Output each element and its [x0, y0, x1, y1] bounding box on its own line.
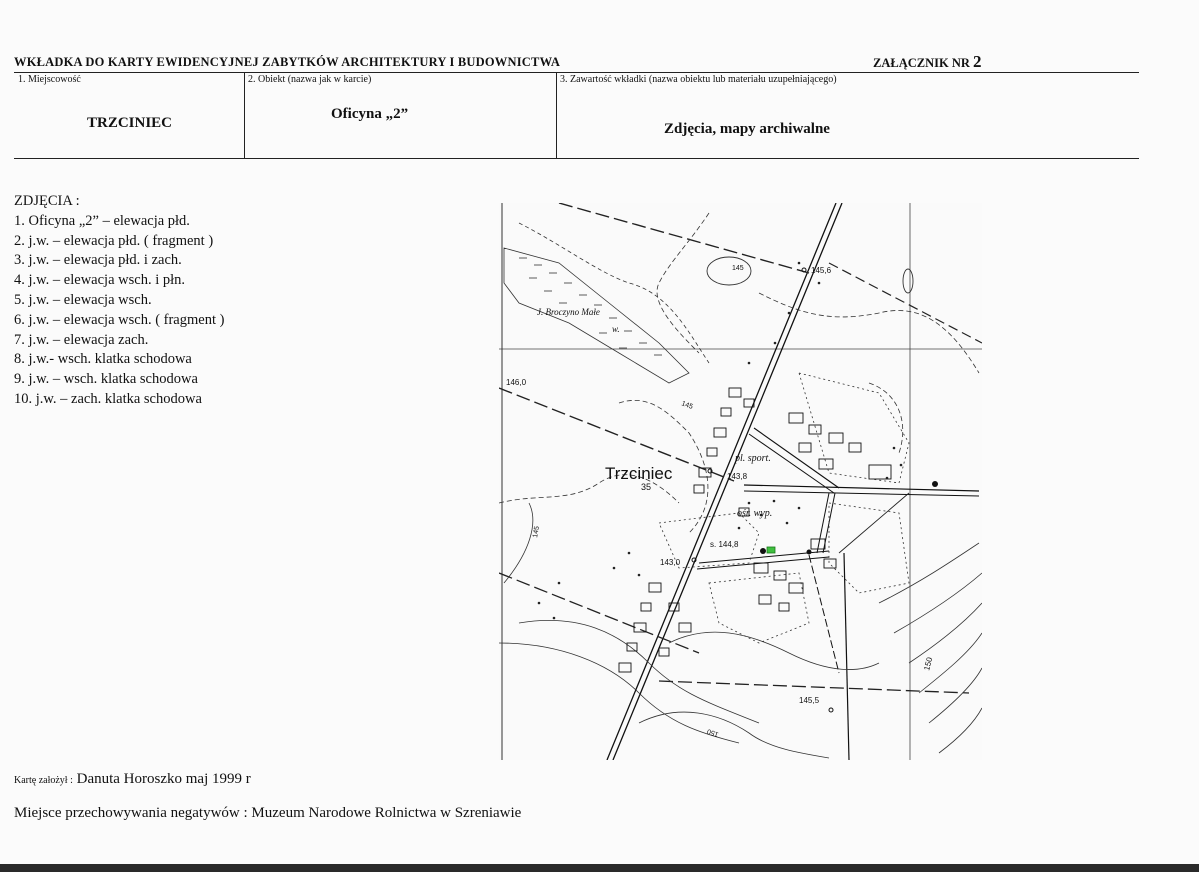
- annex-label: [873, 52, 982, 72]
- object-value: Oficyna „2”: [331, 106, 409, 122]
- topographic-map-drawing: [499, 203, 982, 760]
- header-bottom-rule: [14, 158, 1139, 159]
- author-line: [14, 771, 251, 788]
- form-title: WKŁADKA DO KARTY EWIDENCYJNEJ ZABYTKÓW ARCHITEKTURY I BUDOWNICTWA: [14, 55, 561, 69]
- elevation-label: 143,0: [660, 558, 681, 567]
- archival-map: [499, 203, 982, 760]
- elevation-label: 143,8: [727, 472, 748, 481]
- lake-label: J. Broczyno Małe: [537, 307, 600, 317]
- contour-label: 145: [532, 525, 541, 539]
- contour-label: 150: [922, 656, 935, 672]
- author-label: Kartę założył :: [14, 775, 73, 786]
- photo-item: 8. j.w.- wsch. klatka schodowa: [14, 351, 192, 368]
- photo-item: 1. Oficyna „2” – elewacja płd.: [14, 212, 190, 229]
- content-label: 3. Zawartość wkładki (nazwa obiektu lub materiału uzupełniającego): [560, 74, 837, 85]
- photo-item: 9. j.w. – wsch. klatka schodowa: [14, 371, 198, 388]
- photo-list-title: ZDJĘCIA :: [14, 193, 80, 209]
- locality-value: TRZCINIEC: [87, 115, 173, 131]
- header-top-rule: [14, 72, 1139, 73]
- author-value: Danuta Horoszko maj 1999 r: [76, 771, 251, 787]
- contour-label: 145: [680, 400, 694, 411]
- photo-item: 6. j.w. – elewacja wsch. ( fragment ): [14, 311, 225, 328]
- marsh-label: w.: [612, 324, 620, 334]
- village-number: 35: [641, 482, 652, 492]
- negatives-storage: Miejsce przechowywania negatywów : Muzeum Narodowe Rolnictwa w Szreniawie: [14, 805, 522, 821]
- photo-item: 5. j.w. – elewacja wsch.: [14, 291, 152, 308]
- annex-number: 2: [973, 52, 982, 71]
- contour-label: 150: [706, 727, 720, 738]
- photo-list: [14, 192, 224, 410]
- elevation-label: 145,6: [811, 266, 832, 275]
- village-label: Trzciniec: [605, 464, 673, 483]
- photo-item: 4. j.w. – elewacja wsch. i płn.: [14, 272, 185, 289]
- photo-item: 2. j.w. – elewacja płd. ( fragment ): [14, 232, 214, 249]
- photo-item: 3. j.w. – elewacja płd. i zach.: [14, 252, 182, 269]
- elevation-label: s. 144,8: [710, 540, 739, 549]
- locality-label: 1. Miejscowość: [18, 74, 81, 85]
- column-divider-1: [244, 72, 245, 158]
- photo-item: 10. j.w. – zach. klatka schodowa: [14, 390, 202, 407]
- recreation-label: ośr. wyp.: [737, 508, 773, 519]
- photo-items: [14, 212, 224, 410]
- annex-text: ZAŁĄCZNIK NR: [873, 56, 970, 70]
- elevation-label: 145,5: [799, 696, 820, 705]
- photo-item: 7. j.w. – elewacja zach.: [14, 331, 149, 348]
- column-divider-2: [556, 72, 557, 158]
- object-label: 2. Obiekt (nazwa jak w karcie): [248, 74, 372, 85]
- elevation-label: 146,0: [506, 378, 527, 387]
- scan-edge: [0, 864, 1199, 872]
- svg-text:145: 145: [732, 265, 744, 272]
- content-value: Zdjęcia, mapy archiwalne: [664, 121, 830, 137]
- sport-field-label: pl. sport.: [735, 453, 771, 464]
